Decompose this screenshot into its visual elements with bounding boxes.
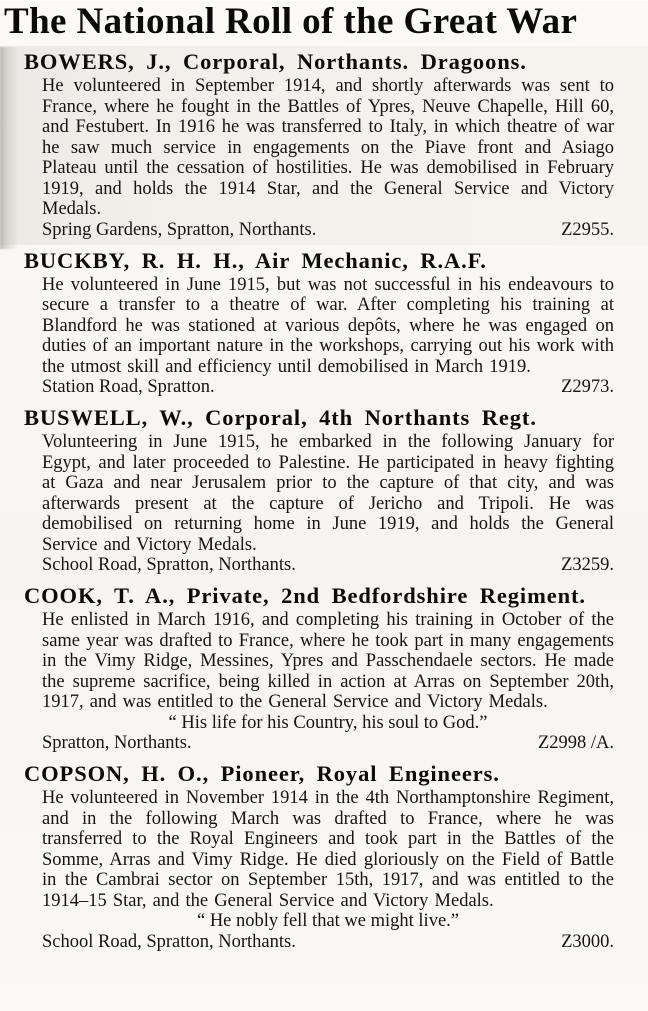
roll-entry-buswell (0, 402, 648, 580)
entry-address-row (42, 220, 614, 241)
entry-ref-number: Z3000. (561, 931, 614, 952)
entry-ref-number: Z2998 /A. (537, 733, 614, 753)
entry-ref-number: Z2973. (561, 377, 614, 397)
roll-entry-bowers (0, 46, 648, 245)
roll-entries-list (0, 46, 648, 957)
entry-quote: “ His life for his Country, his soul to God.” (168, 712, 488, 733)
page-title: The National Roll of the Great War (4, 1, 578, 42)
entry-heading: BUCKBY, R. H. H., Air Mechanic, R.A.F. (24, 247, 487, 273)
entry-address: School Road, Spratton, Northants. (42, 931, 296, 952)
roll-entry-buckby (0, 245, 648, 403)
entry-body: He volunteered in November 1914 in the 4th Northamptonshire Regiment, and in the following March was drafted to France, where he was transferred to the Royal Engineers and took part in the Battles of the Somme, Arras and Vimy Ridge. He died gloriously on the Field of Battle in the Cambrai sector on September 15th, 1917, and was entitled to the 1914–15 Star, and the General Service and Victory Medals. (42, 788, 614, 911)
entry-heading: BUSWELL, W., Corporal, 4th Northants Regt. (24, 405, 537, 430)
entry-address: Station Road, Spratton. (42, 377, 215, 397)
entry-body: He enlisted in March 1916, and completing his training in October of the same year was drafted to France, where he took part in many engagements in the Vimy Ridge, Messines, Ypres and Passchendaele sectors. He made the supreme sacrifice, being killed in action at Arras on September 20th, 1917, and was entitled to the General Service and Victory Medals. (42, 610, 614, 712)
entry-ref-number: Z3259. (561, 555, 614, 575)
entry-heading: COOK, T. A., Private, 2nd Bedfordshire Regiment. (24, 583, 586, 608)
entry-address-row (42, 932, 614, 953)
roll-entry-cook (0, 580, 648, 758)
entry-heading: COPSON, H. O., Pioneer, Royal Engineers. (24, 761, 500, 786)
entry-ref-number: Z2955. (561, 219, 614, 240)
entry-address-row (42, 555, 614, 576)
entry-body: Volunteering in June 1915, he embarked in the following January for Egypt, and later proceeded to Palestine. He participated in heavy fighting at Gaza and near Jerusalem prior to the capture of that city, and was afterwards present at the capture of Jericho and Tripoli. He was demobilised on returning home in June 1919, and holds the General Service and Victory Medals. (42, 432, 614, 555)
entry-body: He volunteered in September 1914, and shortly afterwards was sent to France, where he fought in the Battles of Ypres, Neuve Chapelle, Hill 60, and Festubert. In 1916 he was transferred to Italy, in which theatre of war he saw much service in engagements on the Piave front and Asiago Plateau until the cessation of hostilities. He was demobilised in February 1919, and holds the 1914 Star, and the General Service and Victory Medals. (42, 76, 614, 219)
entry-address: School Road, Spratton, Northants. (42, 555, 296, 575)
entry-quote: “ He nobly fell that we might live.” (196, 911, 459, 931)
entry-address-row (42, 377, 614, 398)
entry-body: He volunteered in June 1915, but was not successful in his endeavours to secure a transfer to a theatre of war. After completing his training at Blandford he was stationed at various depôts, where he was engaged on duties of an important nature in the workshops, carrying out his work with the utmost skill and efficiency until demobilised in March 1919. (42, 274, 614, 377)
entry-heading: BOWERS, J., Corporal, Northants. Dragoons. (24, 49, 527, 74)
scanned-document-page (0, 1, 648, 1011)
roll-entry-copson (0, 758, 648, 957)
entry-address: Spratton, Northants. (42, 733, 192, 753)
entry-address-row (42, 733, 614, 754)
entry-address: Spring Gardens, Spratton, Northants. (42, 219, 317, 240)
